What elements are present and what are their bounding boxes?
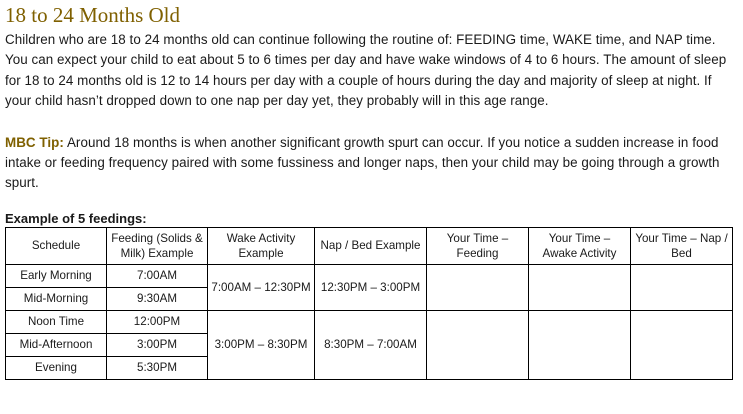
header-schedule: Schedule xyxy=(6,227,107,264)
nap-block-cell: 8:30PM – 7:00AM xyxy=(315,310,427,379)
schedule-cell: Mid-Morning xyxy=(6,287,107,310)
header-your-nap: Your Time – Nap / Bed xyxy=(631,227,733,264)
table-row xyxy=(6,264,733,287)
your-awake-cell[interactable] xyxy=(529,310,631,379)
tip-text: Around 18 months is when another significant growth spurt can occur. If you notice a sudden increase in food intake or feeding frequency paired with some fussiness and longer naps, then your child may be going through a growth spurt. xyxy=(5,134,720,191)
your-nap-cell[interactable] xyxy=(631,310,733,379)
your-feeding-cell[interactable] xyxy=(427,310,529,379)
header-feeding: Feeding (Solids & Milk) Example xyxy=(107,227,208,264)
header-your-awake: Your Time – Awake Activity xyxy=(529,227,631,264)
schedule-cell: Noon Time xyxy=(6,310,107,333)
schedule-cell: Early Morning xyxy=(6,264,107,287)
feeding-schedule-table xyxy=(5,227,733,380)
schedule-cell: Mid-Afternoon xyxy=(6,333,107,356)
feeding-cell: 5:30PM xyxy=(107,356,208,379)
tip-paragraph xyxy=(5,133,735,194)
header-your-feeding: Your Time – Feeding xyxy=(427,227,529,264)
feeding-cell: 3:00PM xyxy=(107,333,208,356)
tip-label: MBC Tip: xyxy=(5,134,64,150)
your-awake-cell[interactable] xyxy=(529,264,631,310)
section-title: 18 to 24 Months Old xyxy=(5,3,181,27)
intro-paragraph: Children who are 18 to 24 months old can continue following the routine of: FEEDING time, WAKE time, and NAP time. You can expect your child to eat about 5 to 6 times per day and have wake windows of 4 to 6 hours. The amount of sleep for 18 to 24 months old is 12 to 14 hours per day with a couple of hours during the day and majority of sleep at night. If your child hasn’t dropped down to one nap per day yet, they probably will in this age range. xyxy=(5,32,727,109)
feeding-cell: 9:30AM xyxy=(107,287,208,310)
header-wake: Wake Activity Example xyxy=(208,227,315,264)
wake-block-cell: 3:00PM – 8:30PM xyxy=(208,310,315,379)
your-feeding-cell[interactable] xyxy=(427,264,529,310)
your-nap-cell[interactable] xyxy=(631,264,733,310)
table-header-row xyxy=(6,227,733,264)
nap-block-cell: 12:30PM – 3:00PM xyxy=(315,264,427,310)
wake-block-cell: 7:00AM – 12:30PM xyxy=(208,264,315,310)
table-caption: Example of 5 feedings: xyxy=(5,210,147,226)
feeding-cell: 7:00AM xyxy=(107,264,208,287)
schedule-cell: Evening xyxy=(6,356,107,379)
table-row xyxy=(6,310,733,333)
header-nap: Nap / Bed Example xyxy=(315,227,427,264)
feeding-cell: 12:00PM xyxy=(107,310,208,333)
